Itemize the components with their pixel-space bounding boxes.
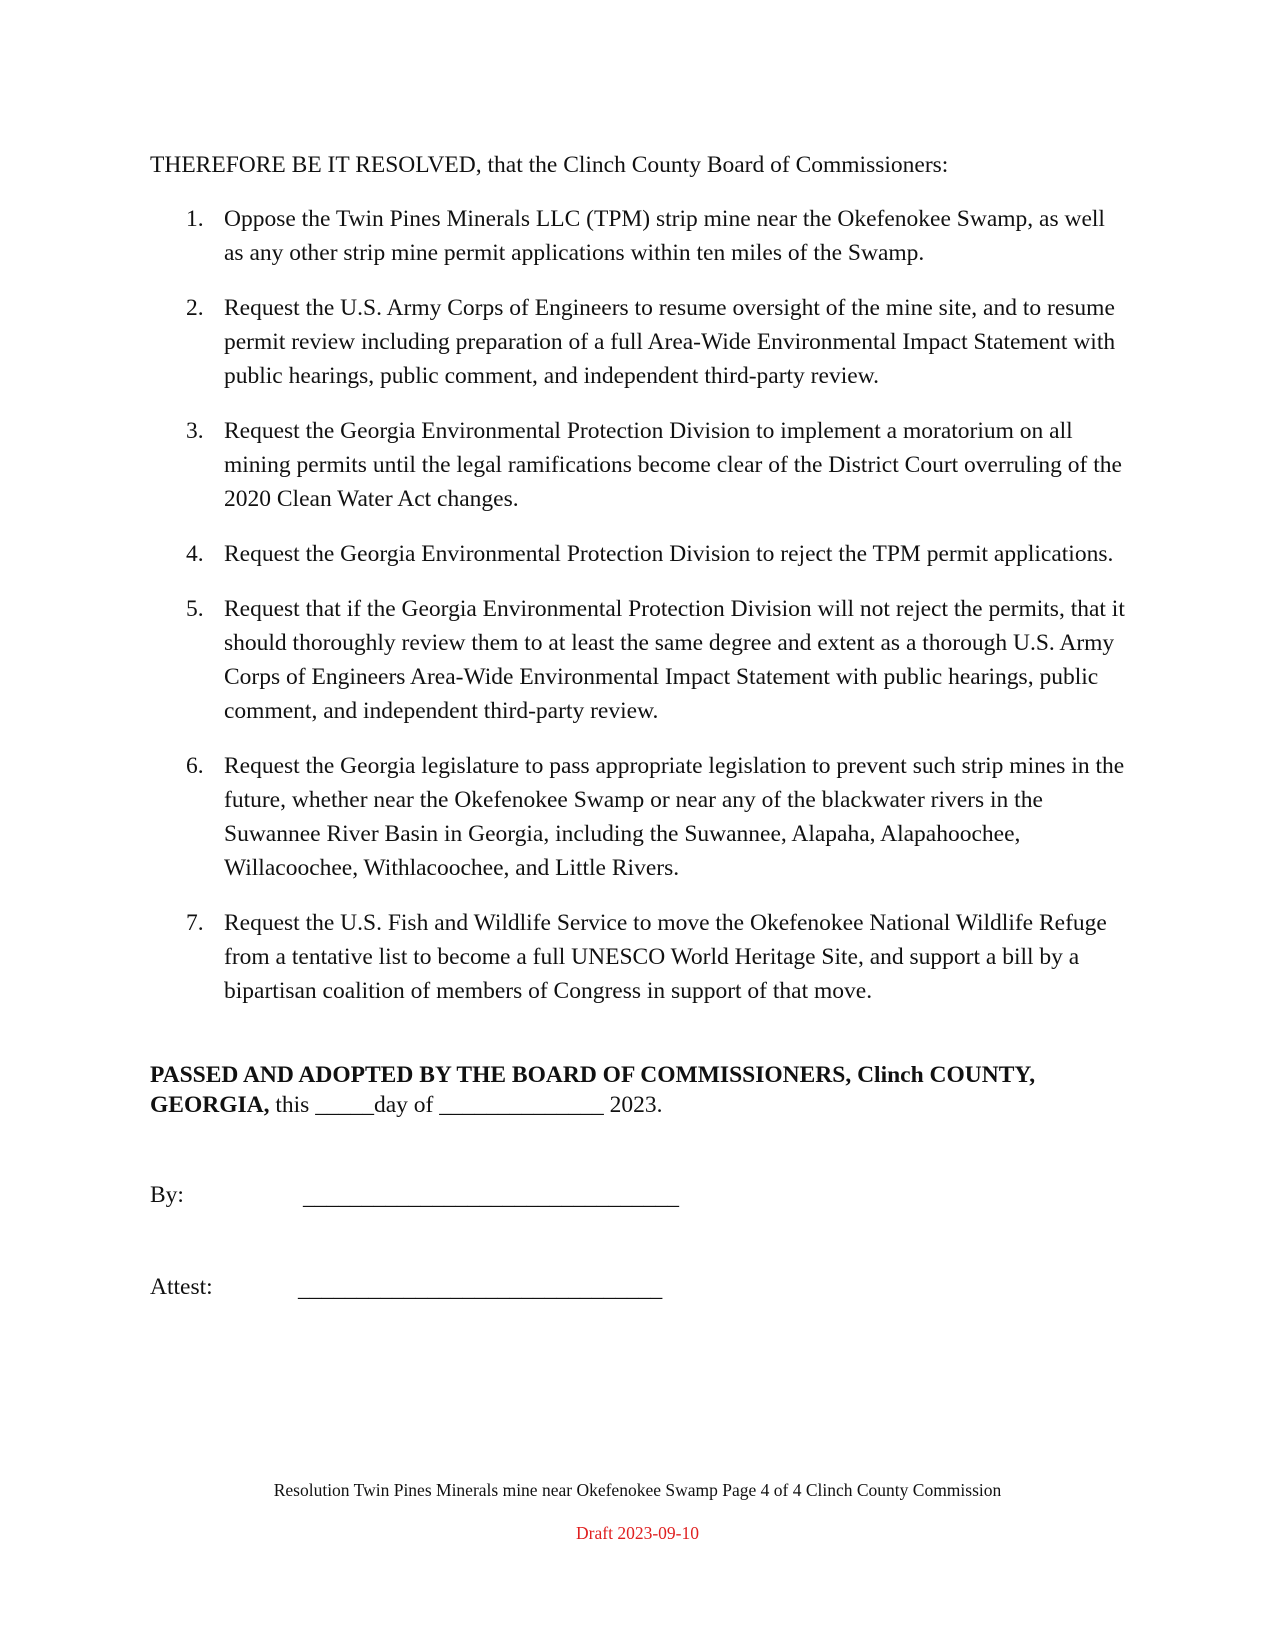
list-item bbox=[150, 749, 1130, 885]
list-item bbox=[150, 537, 1130, 571]
item-number: 7. bbox=[186, 910, 204, 936]
list-item bbox=[150, 906, 1130, 1008]
by-signature-line: ________________________________ bbox=[303, 1184, 679, 1210]
by-label: By: bbox=[150, 1182, 184, 1208]
adoption-date-line: this _____day of ______________ 2023. bbox=[269, 1092, 663, 1118]
item-number: 5. bbox=[186, 596, 204, 622]
attest-label: Attest: bbox=[150, 1274, 213, 1300]
resolution-list bbox=[150, 202, 1130, 1029]
item-text: Request the Georgia Environmental Protection Division to reject the TPM permit applications. bbox=[224, 541, 1114, 567]
resolution-intro: THEREFORE BE IT RESOLVED, that the Clinch County Board of Commissioners: bbox=[150, 152, 949, 178]
list-item bbox=[150, 592, 1130, 728]
item-text: Request the U.S. Fish and Wildlife Service to move the Okefenokee National Wildlife Refuge from a tentative list to become a full UNESCO World Heritage Site, and support a bill by a bipartisan coalition of members of Congress in support of that move. bbox=[224, 910, 1107, 1004]
item-text: Oppose the Twin Pines Minerals LLC (TPM) strip mine near the Okefenokee Swamp, as well as any other strip mine permit applications within ten miles of the Swamp. bbox=[224, 206, 1105, 266]
item-text: Request that if the Georgia Environmental Protection Division will not reject the permits, that it should thoroughly review them to at least the same degree and extent as a thorough U.S. Army Corps of Engineers Area-Wide Environmental Impact Statement with public hearings, public comment, and independent third-party review. bbox=[224, 596, 1125, 724]
item-number: 6. bbox=[186, 753, 204, 779]
attest-signature-line: _______________________________ bbox=[298, 1276, 663, 1302]
list-item bbox=[150, 202, 1130, 270]
page-footer: Resolution Twin Pines Minerals mine near Okefenokee Swamp Page 4 of 4 Clinch County Commission bbox=[273, 1480, 1002, 1500]
item-text: Request the Georgia Environmental Protection Division to implement a moratorium on all mining permits until the legal ramifications become clear of the District Court overruling of the 2020 Clean Water Act changes. bbox=[224, 418, 1122, 512]
list-item bbox=[150, 291, 1130, 393]
item-number: 2. bbox=[186, 295, 204, 321]
adoption-statement bbox=[150, 1060, 1150, 1120]
list-item bbox=[150, 414, 1130, 516]
item-number: 3. bbox=[186, 418, 204, 444]
draft-stamp: Draft 2023-09-10 bbox=[576, 1523, 699, 1543]
item-text: Request the Georgia legislature to pass appropriate legislation to prevent such strip mines in the future, whether near the Okefenokee Swamp or near any of the blackwater rivers in the Suwannee River Basin in Georgia, including the Suwannee, Alapaha, Alapahoochee, Willacoochee, Withlacoochee, and Little Rivers. bbox=[224, 753, 1125, 881]
item-number: 1. bbox=[186, 206, 204, 232]
item-number: 4. bbox=[186, 541, 204, 567]
adoption-heading: PASSED AND ADOPTED BY THE BOARD OF COMMISSIONERS, Clinch COUNTY, GEORGIA, bbox=[150, 1062, 1036, 1118]
item-text: Request the U.S. Army Corps of Engineers to resume oversight of the mine site, and to resume permit review including preparation of a full Area-Wide Environmental Impact Statement with public hearings, public comment, and independent third-party review. bbox=[224, 295, 1116, 389]
